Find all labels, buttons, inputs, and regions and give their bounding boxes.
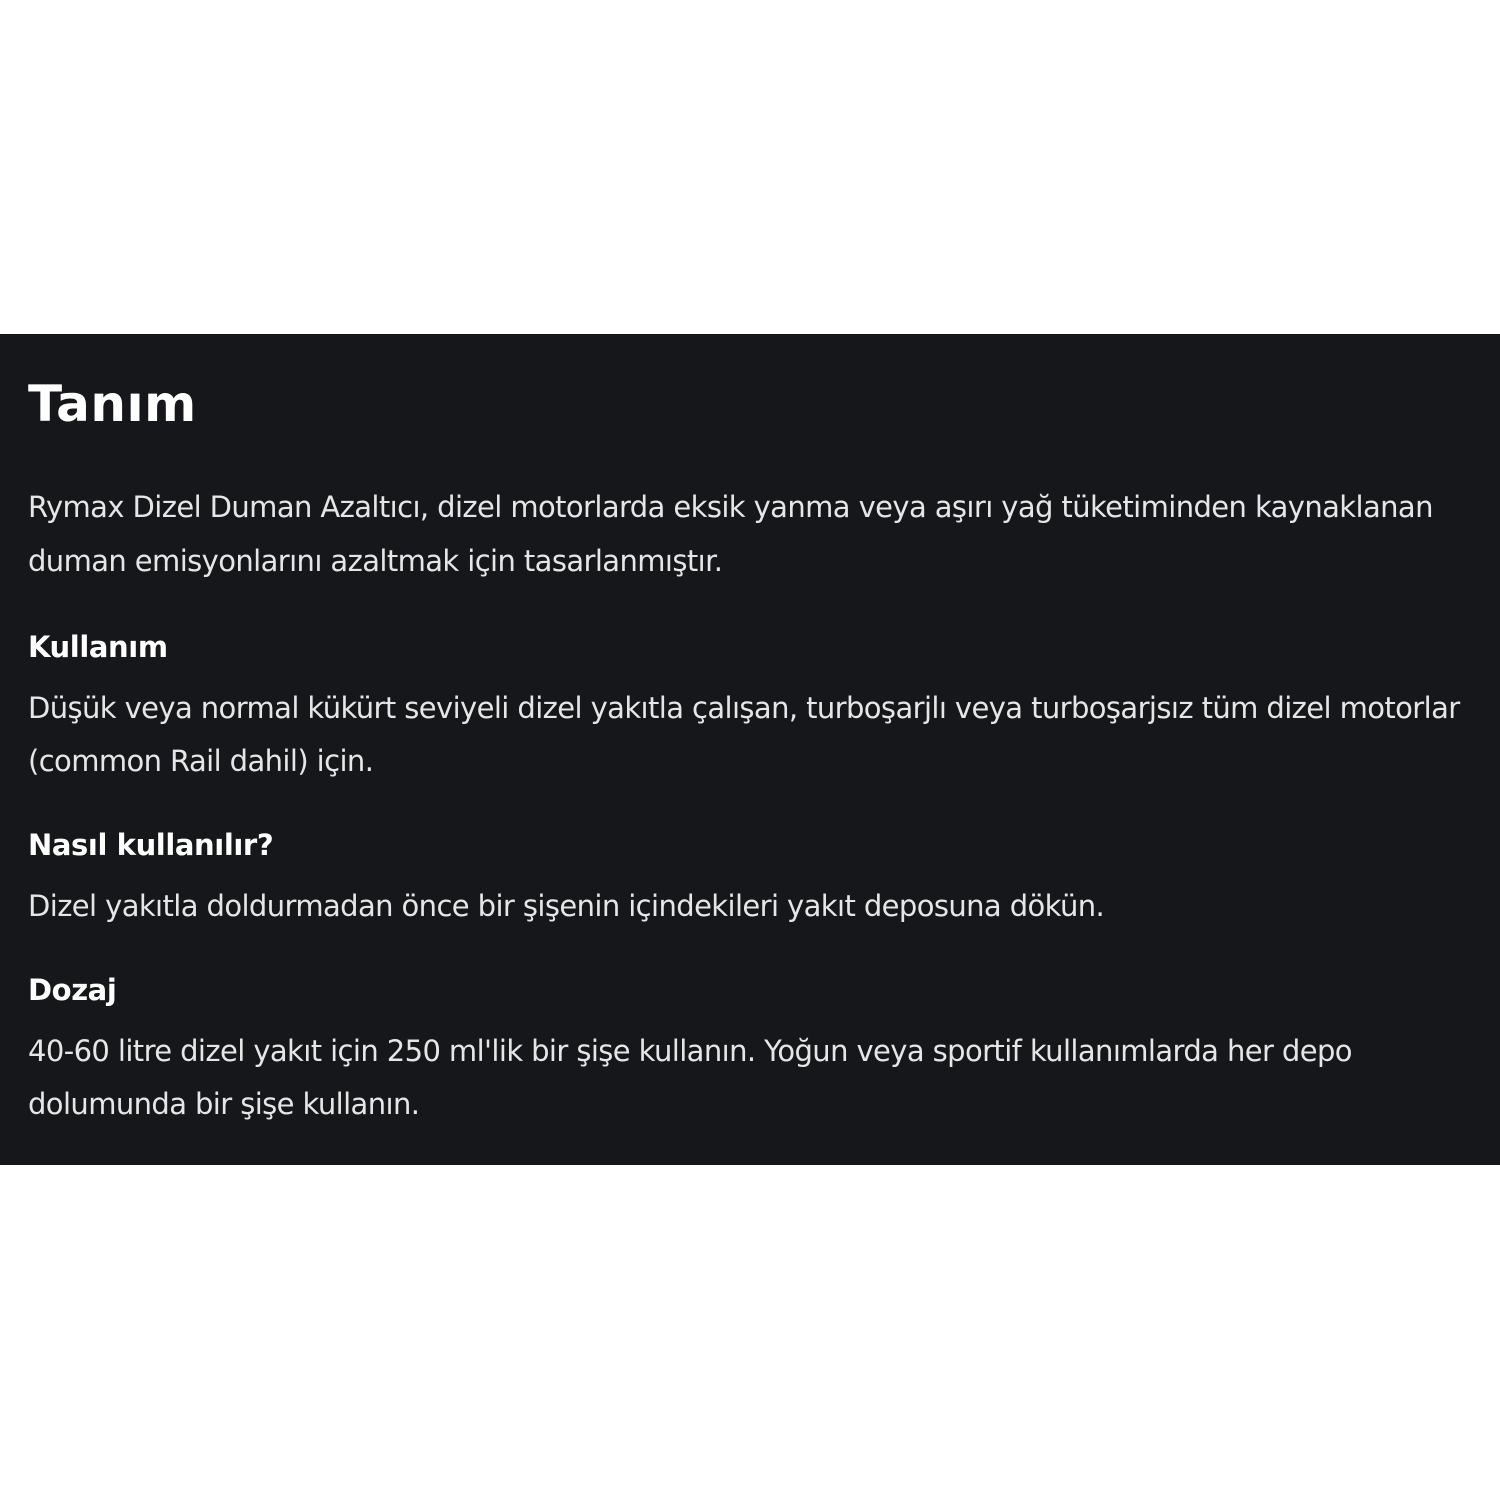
dosage-text: 40-60 litre dizel yakıt için 250 ml'lik bir şişe kullanın. Yoğun veya sportif kullanımlarda her depo dolumunda bir şişe kullanın. (28, 1034, 1352, 1121)
dosage-heading: Dozaj (28, 973, 117, 1007)
how-to-use-section (28, 826, 1472, 933)
description-text: Rymax Dizel Duman Azaltıcı, dizel motorlarda eksik yanma veya aşırı yağ tüketiminden kaynaklanan duman emisyonlarını azaltmak için tasarlanmıştır. (28, 490, 1433, 578)
how-to-use-heading: Nasıl kullanılır? (28, 828, 274, 862)
dosage-section (28, 971, 1472, 1131)
product-description-panel (0, 334, 1500, 1165)
description-title: Tanım (28, 375, 197, 433)
how-to-use-text: Dizel yakıtla doldurmadan önce bir şişenin içindekileri yakıt deposuna dökün. (28, 889, 1105, 923)
usage-text: Düşük veya normal kükürt seviyeli dizel yakıtla çalışan, turboşarjlı veya turboşarjsız tüm dizel motorlar (common Rail dahil) için. (28, 691, 1460, 778)
usage-section (28, 628, 1472, 788)
usage-heading: Kullanım (28, 630, 168, 664)
